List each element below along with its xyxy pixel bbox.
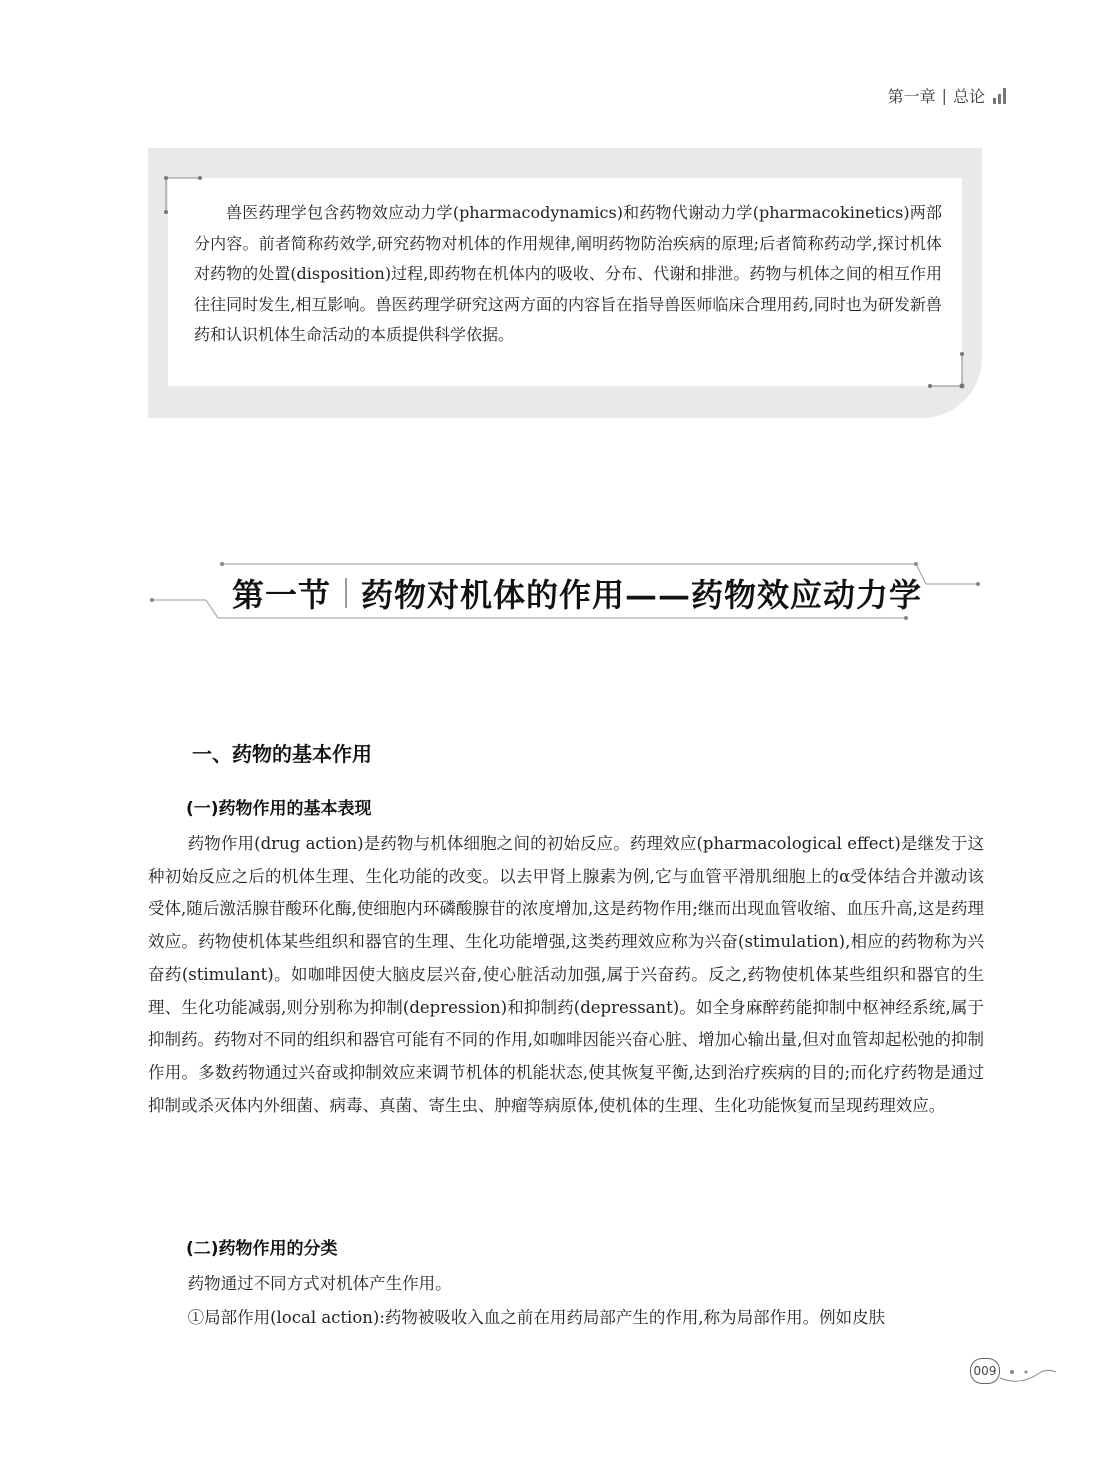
paragraph-local-action: ①局部作用(local action):药物被吸收入血之前在用药局部产生的作用,称为局部作用。例如皮肤 bbox=[187, 1308, 886, 1327]
corner-dots-decoration bbox=[924, 348, 974, 394]
section-title bbox=[232, 570, 922, 616]
abstract-text: 兽医药理学包含药物效应动力学(pharmacodynamics)和药物代谢动力学(pharmacokinetics)两部分内容。前者简称药效学,研究药物对机体的作用规律,阐明药物防治疾病的原理;后者简称药动学,探讨机体对药物的处置(disposition)过程,即药物在机体内的吸收、分布、代谢和排泄。药物与机体之间的相互作用往往同时发生,相互影响。兽医药理学研究这两方面的内容旨在指导兽医师临床合理用药,同时也为研发新兽药和认识机体生命活动的本质提供科学依据。 bbox=[194, 203, 942, 344]
page-number: 009 bbox=[970, 1358, 1000, 1384]
header-separator: | bbox=[941, 86, 947, 105]
chapter-label: 第一章 bbox=[887, 87, 936, 106]
subsection-heading-1: (一)药物作用的基本表现 bbox=[186, 799, 372, 819]
heading-basic-actions: 一、药物的基本作用 bbox=[192, 742, 372, 766]
paragraph-basic-manifestations: 药物作用(drug action)是药物与机体细胞之间的初始反应。药理效应(pharmacological effect)是继发于这种初始反应之后的机体生理、生化功能的改变。以去甲肾上腺素为例,它与血管平滑肌细胞上的α受体结合并激动该受体,随后激活腺苷酸环化酶,使细胞内环磷酸腺苷的浓度增加,这是药物作用;继而出现血管收缩、血压升高,这是药理效应。药物使机体某些组织和器官的生理、生化功能增强,这类药理效应称为兴奋(stimulation),相应的药物称为兴奋药(stimulant)。如咖啡因使大脑皮层兴奋,使心脏活动加强,属于兴奋药。反之,药物使机体某些组织和器官的生理、生化功能减弱,则分别称为抑制(depression)和抑制药(depressant)。如全身麻醉药能抑制中枢神经系统,属于抑制药。药物对不同的组织和器官可能有不同的作用,如咖啡因能兴奋心脏、增加心输出量,但对血管却起松弛的抑制作用。多数药物通过兴奋或抑制效应来调节机体的机能状态,使其恢复平衡,达到治疗疾病的目的;而化疗药物是通过抑制或杀灭体内外细菌、病毒、真菌、寄生虫、肿瘤等病原体,使机体的生理、生化功能恢复而呈现药理效应。 bbox=[148, 834, 984, 1115]
running-header bbox=[888, 84, 1008, 107]
paragraph-classification-intro: 药物通过不同方式对机体产生作用。 bbox=[187, 1274, 452, 1293]
chapter-title: 总论 bbox=[952, 87, 985, 106]
bar-chart-icon bbox=[993, 88, 1008, 104]
section-title-separator bbox=[345, 578, 347, 608]
section-number: 第一节 bbox=[232, 576, 332, 614]
subsection-heading-2: (二)药物作用的分类 bbox=[186, 1239, 338, 1259]
section-heading: 药物对机体的作用——药物效应动力学 bbox=[361, 576, 923, 614]
